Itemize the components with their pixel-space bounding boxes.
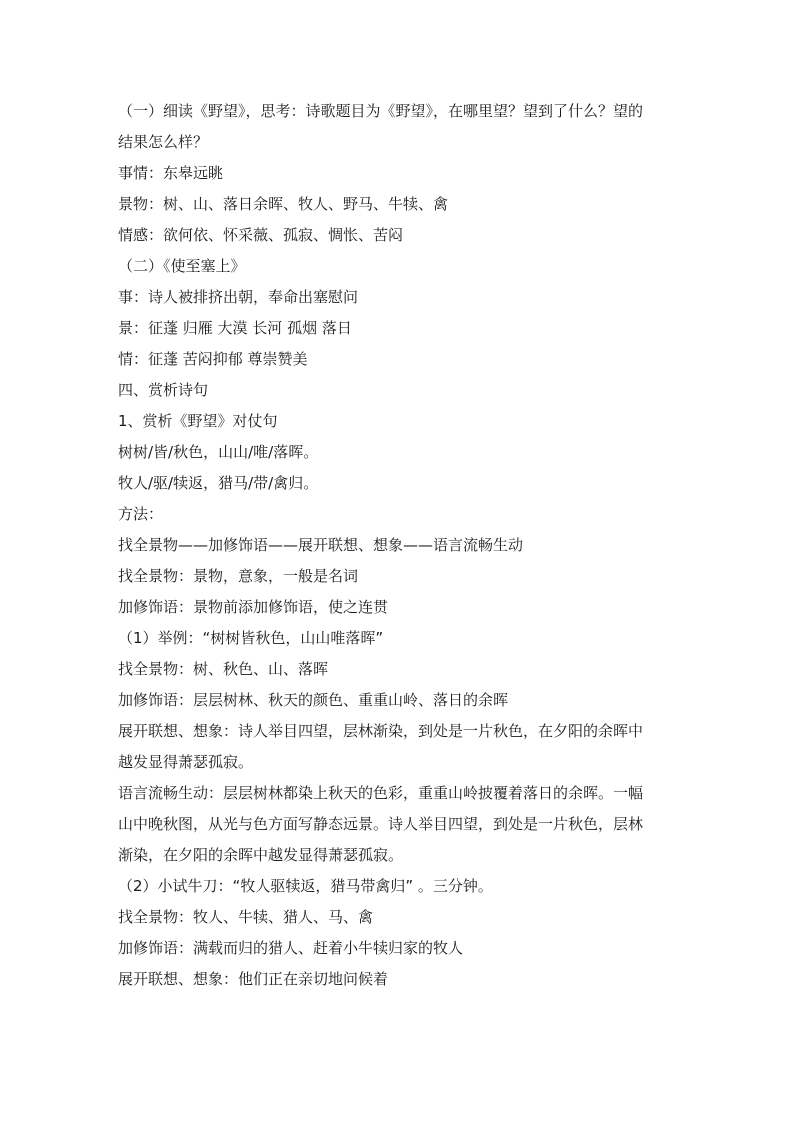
example-heading: （2）小试牛刀：“牧人驱犊返，猎马带禽归” 。三分钟。 [118,877,493,895]
poem-line: 牧人/驱/犊返，猎马/带/禽归。 [118,474,319,492]
text-line: 景：征蓬 归雁 大漠 长河 孤烟 落日 [118,319,352,337]
poem-line: 树树/皆/秋色，山山/唯/落晖。 [118,443,319,461]
text-line: 加修饰语：满载而归的猎人、赶着小牛犊归家的牧人 [118,939,464,957]
text-line: 结果怎么样？ [118,133,209,151]
document-body [118,96,678,995]
text-line: 找全景物：景物，意象，一般是名词 [118,567,359,585]
text-line: 事情：东皋远眺 [118,164,224,182]
text-line: 情感：欲何依、怀采薇、孤寂、惆怅、苦闷 [118,226,404,244]
text-line: 情：征蓬 苦闷抑郁 尊崇赞美 [118,350,308,368]
text-line: 方法： [118,505,164,523]
text-line: 找全景物：牧人、牛犊、猎人、马、禽 [118,908,374,926]
text-line: 渐染，在夕阳的余晖中越发显得萧瑟孤寂。 [118,846,404,864]
text-line: 加修饰语：层层树林、秋天的颜色、重重山岭、落日的余晖 [118,691,509,709]
text-line: 找全景物：树、秋色、山、落晖 [118,660,329,678]
text-line: 越发显得萧瑟孤寂。 [118,753,254,771]
text-line: 语言流畅生动：层层树林都染上秋天的色彩，重重山岭披覆着落日的余晖。一幅 [118,784,644,802]
text-line: 景物：树、山、落日余晖、牧人、野马、牛犊、禽 [118,195,449,213]
text-line: 展开联想、想象：诗人举目四望，层林渐染，到处是一片秋色，在夕阳的余晖中 [118,722,644,740]
text-line: 山中晚秋图，从光与色方面写静态远景。诗人举目四望，到处是一片秋色，层林 [118,815,644,833]
text-line: 找全景物——加修饰语——展开联想、想象——语言流畅生动 [118,536,524,554]
text-line: 加修饰语：景物前添加修饰语，使之连贯 [118,598,389,616]
section-heading: （二）《使至塞上》 [118,257,246,275]
subsection-heading: 1、赏析《野望》对仗句 [118,412,278,430]
text-line: 事：诗人被排挤出朝，奉命出塞慰问 [118,288,359,306]
text-line: （一）细读《野望》，思考：诗歌题目为《野望》，在哪里望？望到了什么？望的 [118,102,644,120]
text-line: 展开联想、想象：他们正在亲切地问候着 [118,970,389,988]
example-heading: （1）举例：“树树皆秋色，山山唯落晖” [118,629,384,647]
section-heading: 四、赏析诗句 [118,381,209,399]
